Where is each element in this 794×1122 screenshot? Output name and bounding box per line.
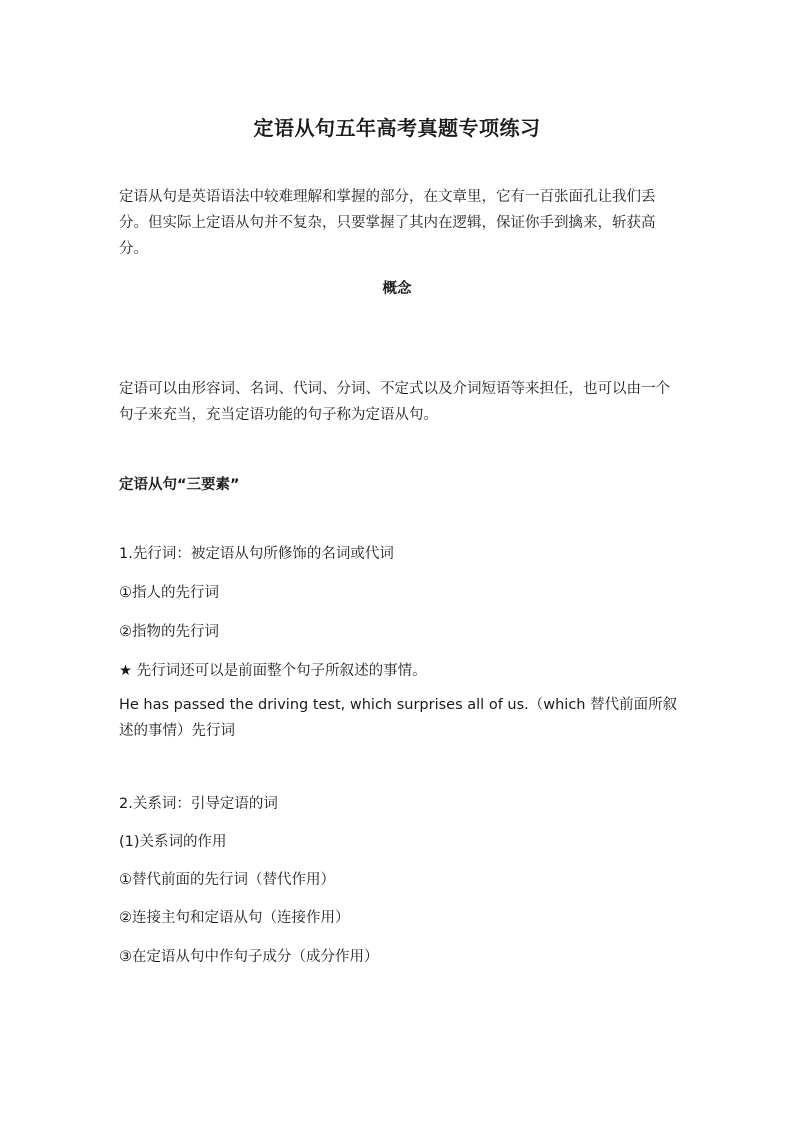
antecedent-thing: ②指物的先行词 — [119, 624, 219, 640]
relative-word-sub-heading: (1)关系词的作用 — [119, 834, 227, 850]
relative-word-item-title: 2.关系词：引导定语的词 — [119, 796, 278, 812]
relative-word-func-1: ①替代前面的先行词（替代作用） — [119, 872, 335, 888]
intro-paragraph: 定语从句是英语语法中较难理解和掌握的部分，在文章里，它有一百张面孔让我们丢分。但实际上定语从句并不复杂，只要掌握了其内在逻辑，保证你手到擒来，斩获高分。 — [119, 189, 656, 257]
relative-word-func-3: ③在定语从句中作句子成分（成分作用） — [119, 949, 379, 965]
antecedent-person: ①指人的先行词 — [119, 585, 219, 601]
antecedent-star-note: ★ 先行词还可以是前面整个句子所叙述的事情。 — [119, 663, 427, 679]
antecedent-item-title: 1.先行词：被定语从句所修饰的名词或代词 — [119, 546, 394, 562]
three-elements-heading: 定语从句“三要素” — [119, 477, 240, 493]
antecedent-example: He has passed the driving test, which surprises all of us.（which 替代前面所叙述的事情）先行词 — [119, 697, 678, 739]
concept-heading: 概念 — [382, 281, 412, 297]
document-title: 定语从句五年高考真题专项练习 — [253, 116, 541, 140]
relative-word-func-2: ②连接主句和定语从句（连接作用） — [119, 910, 350, 926]
concept-paragraph: 定语可以由形容词、名词、代词、分词、不定式以及介词短语等来担任，也可以由一个句子来充当，充当定语功能的句子称为定语从句。 — [119, 381, 670, 423]
